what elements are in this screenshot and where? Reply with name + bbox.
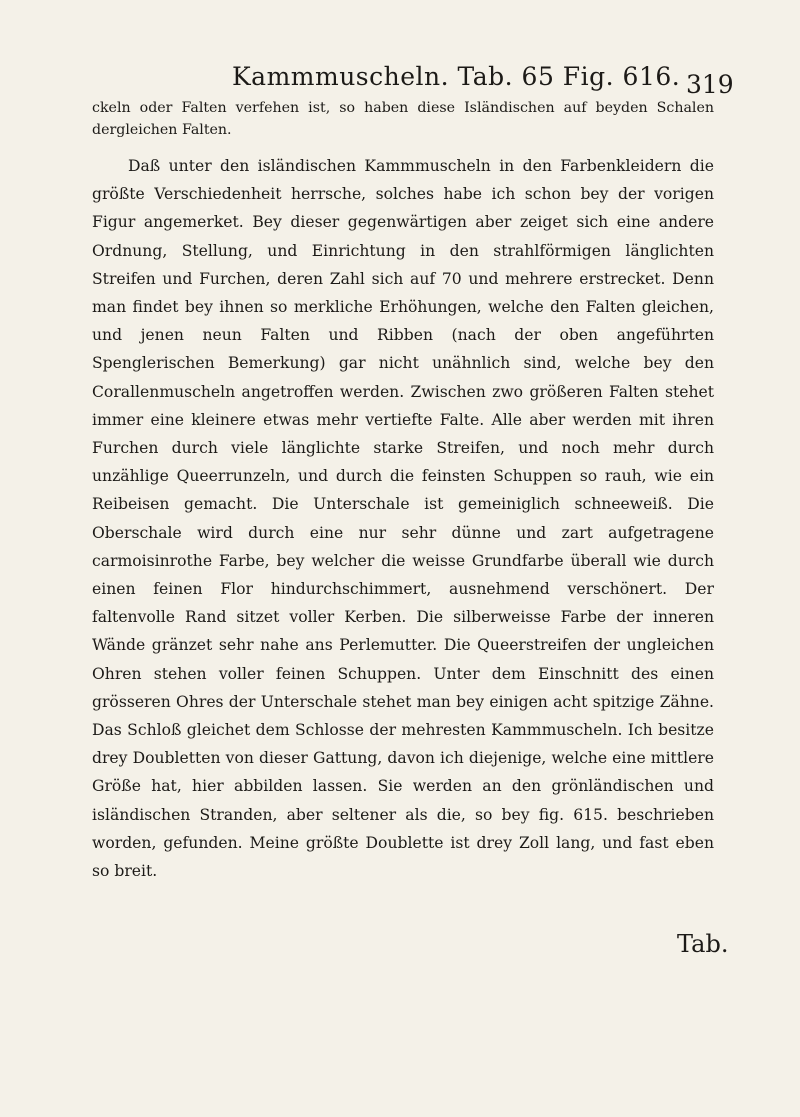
main-text	[92, 152, 714, 885]
page-header	[0, 62, 800, 102]
catchword: Tab.	[677, 930, 729, 958]
continuation-text: ckeln oder Falten verfehen ist, so haben diese Isländischen auf beyden Schalen dergleichen Falten.	[92, 100, 714, 138]
running-head: Kammmuscheln. Tab. 65 Fig. 616.	[232, 62, 681, 91]
page-number: 319	[686, 70, 734, 99]
body-paragraph: Daß unter den isländischen Kammmuscheln in den Farbenkleidern die größte Verschiedenheit herrsche, solches habe ich schon bey der vorigen Figur angemerket. Bey dieser gegenwärtigen aber zeiget sich eine andere Ordnung, Stellung, und Einrichtung in den strahlförmigen länglichten Streifen und Furchen, deren Zahl sich auf 70 und mehrere erstrecket. Denn man findet bey ihnen so merkliche Erhöhungen, welche den Falten gleichen, und jenen neun Falten und Ribben (nach der oben angeführten Spenglerischen Bemerkung) gar nicht unähnlich sind, welche bey den Corallenmuscheln angetroffen werden. Zwischen zwo größeren Falten stehet immer eine kleinere etwas mehr vertiefte Falte. Alle aber werden mit ihren Furchen durch viele länglichte starke Streifen, und noch mehr durch unzählige Queerrunzeln, und durch die feinsten Schuppen so rauh, wie ein Reibeisen gemacht. Die Unterschale ist gemeiniglich schneeweiß. Die Oberschale wird durch eine nur sehr dünne und zart aufgetragene carmoisinrothe Farbe, bey welcher die weisse Grundfarbe überall wie durch einen feinen Flor hindurchschimmert, ausnehmend verschönert. Der faltenvolle Rand sitzet voller Kerben. Die silberweisse Farbe der inneren Wände gränzet sehr nahe ans Perlemutter. Die Queerstreifen der ungleichen Ohren stehen voller feinen Schuppen. Unter dem Einschnitt des einen grösseren Ohres der Unterschale stehet man bey einigen acht spitzige Zähne. Das Schloß gleichet dem Schlosse der mehresten Kammmuscheln. Ich besitze drey Doubletten von dieser Gattung, davon ich diejenige, welche eine mittlere Größe hat, hier abbilden lassen. Sie werden an den grönländischen und isländischen Stranden, aber seltener als die, so bey fig. 615. beschrieben worden, gefunden. Meine größte Doublette ist drey Zoll lang, und fast eben so breit.	[92, 157, 714, 881]
